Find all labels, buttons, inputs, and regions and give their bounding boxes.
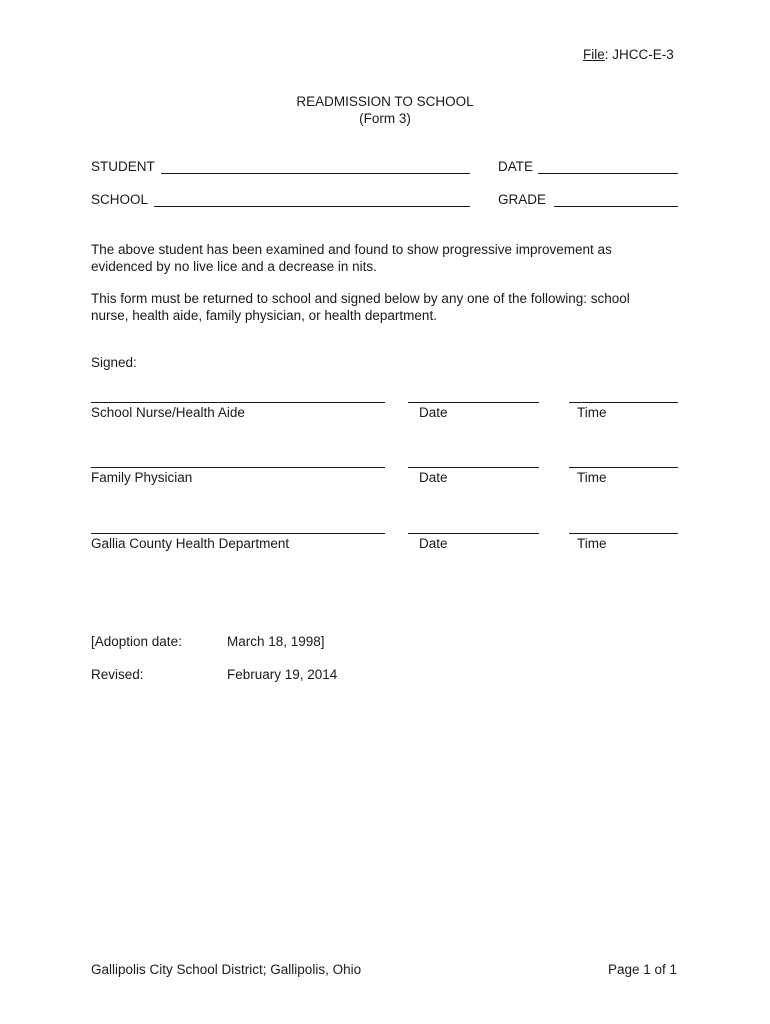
- footer-page-number: Page 1 of 1: [608, 962, 678, 977]
- signature-date-line[interactable]: [408, 467, 539, 468]
- examination-statement: The above student has been examined and found to show progressive improvement as evidenced by no live lice and a decrease in nits.: [91, 242, 612, 274]
- signature-time-line[interactable]: [569, 533, 678, 534]
- grade-field-line[interactable]: [554, 206, 678, 207]
- file-label: File: [583, 47, 605, 62]
- grade-label: GRADE: [498, 192, 547, 207]
- signature-time-line[interactable]: [569, 467, 678, 468]
- signature-role: Family Physician: [91, 470, 193, 485]
- student-label: STUDENT: [91, 159, 155, 174]
- form-title: READMISSION TO SCHOOL: [296, 94, 474, 109]
- adoption-date: March 18, 1998]: [227, 634, 325, 649]
- signature-date-label: Date: [419, 405, 448, 420]
- signature-time-label: Time: [577, 536, 607, 551]
- date-field-line[interactable]: [538, 173, 678, 174]
- adoption-label: [Adoption date:: [91, 634, 182, 649]
- signed-label: Signed:: [91, 355, 137, 370]
- signature-line[interactable]: [91, 402, 385, 403]
- signature-date-line[interactable]: [408, 533, 539, 534]
- file-reference: [583, 47, 674, 62]
- student-field-line[interactable]: [161, 173, 470, 174]
- revised-label: Revised:: [91, 667, 144, 682]
- school-label: SCHOOL: [91, 192, 149, 207]
- signature-role: School Nurse/Health Aide: [91, 405, 245, 420]
- signature-role: Gallia County Health Department: [91, 536, 290, 551]
- signature-line[interactable]: [91, 467, 385, 468]
- form-subtitle: (Form 3): [359, 111, 411, 126]
- signature-time-label: Time: [577, 470, 607, 485]
- file-code: : JHCC-E-3: [604, 47, 674, 62]
- signature-time-label: Time: [577, 405, 607, 420]
- signature-date-line[interactable]: [408, 402, 539, 403]
- revised-date: February 19, 2014: [227, 667, 338, 682]
- footer-district: Gallipolis City School District; Gallipolis, Ohio: [91, 962, 362, 977]
- signature-line[interactable]: [91, 533, 385, 534]
- signature-date-label: Date: [419, 470, 448, 485]
- return-instructions: This form must be returned to school and signed below by any one of the following: school nurse, health aide, family physician, or health department.: [91, 291, 630, 323]
- signature-date-label: Date: [419, 536, 448, 551]
- signature-time-line[interactable]: [569, 402, 678, 403]
- school-field-line[interactable]: [154, 206, 470, 207]
- date-label: DATE: [498, 159, 534, 174]
